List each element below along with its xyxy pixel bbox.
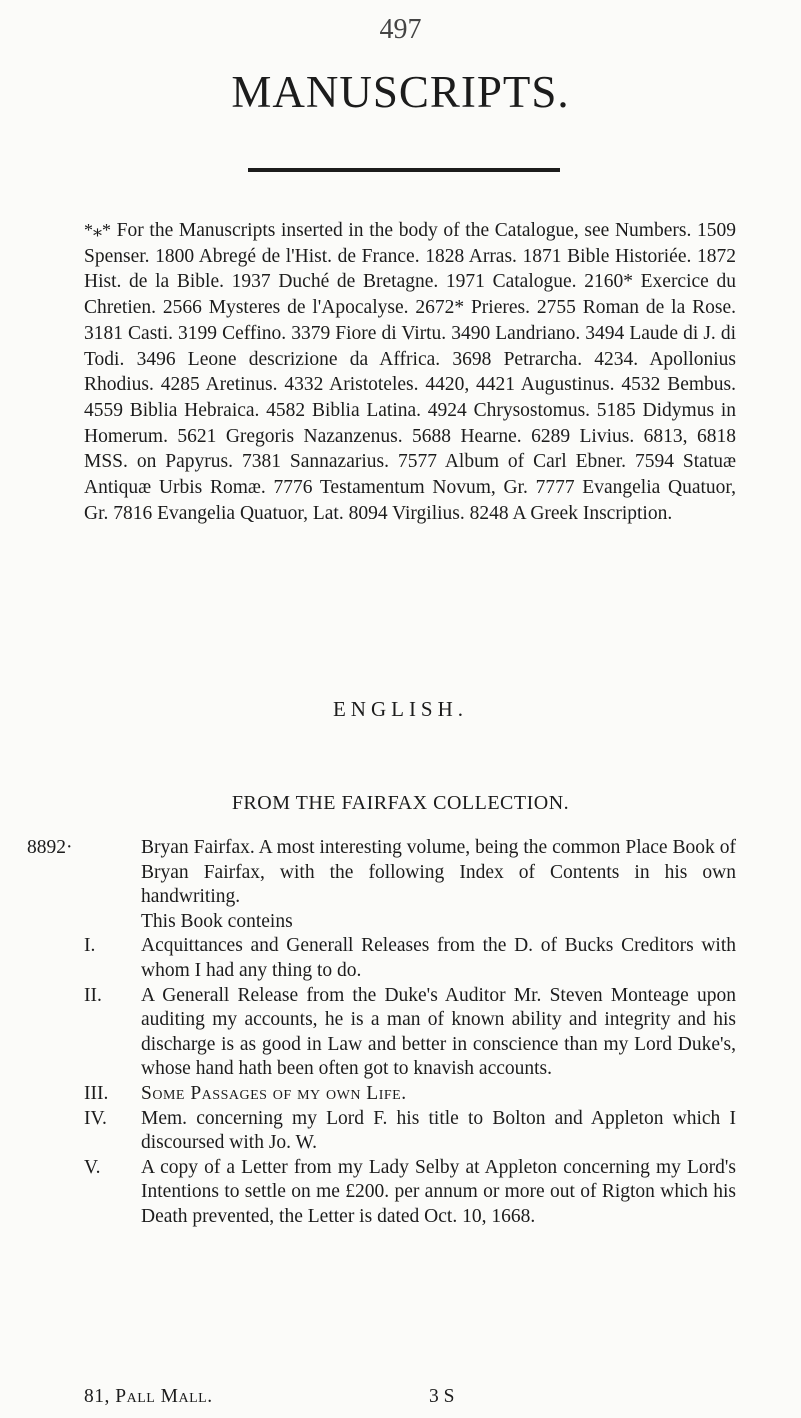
index-item-text: A copy of a Letter from my Lady Selby at Appleton concerning my Lord's Intentions to settle on me £200. per annum or more out of Rigton which his Death prevented, the Letter is dated Oct. 10, 1668. — [141, 1156, 736, 1227]
index-item-number: II. — [84, 984, 102, 1006]
index-item — [84, 1156, 736, 1230]
index-item-number: III. — [84, 1082, 109, 1104]
publisher-address: 81, Pall Mall. — [84, 1386, 213, 1407]
intro-paragraph — [84, 218, 736, 526]
index-item-text: Some Passages of my own Life. — [141, 1082, 407, 1104]
title-rule — [248, 168, 560, 172]
section-heading-english: ENGLISH. — [332, 697, 469, 721]
page-number: 497 — [379, 14, 422, 45]
index-item-number: IV. — [84, 1107, 107, 1129]
lot-number: 8892· — [27, 837, 73, 858]
intro-text: For the Manuscripts inserted in the body of the Catalogue, see Numbers. 1509 Spenser. 1800 Abregé de l'Hist. de France. 1828 Arras. 1871 Bible Historiée. 1872 Hist. de la Bible. 1937 Duché de Bretagne. 1971 Catalogue. 2160* Exercice du Chretien. 2566 Mysteres de l'Apocalyse. 2672* Prieres. 2755 Roman de la Rose. 3181 Casti. 3199 Ceffino. 3379 Fiore di Virtu. 3490 Landriano. 3494 Laude di J. di Todi. 3496 Leone descrizione da Affrica. 3698 Petrarcha. 4234. Apollonius Rhodius. 4285 Aretinus. 4332 Aristoteles. 4420, 4421 Augustinus. 4532 Bembus. 4559 Biblia Hebraica. 4582 Biblia Latina. 4924 Chrysostomus. 5185 Didymus in Homerum. 5621 Gregoris Nazanzenus. 5688 Hearne. 6289 Livius. 6813, 6818 MSS. on Papyrus. 7381 Sannazarius. 7577 Album of Carl Ebner. 7594 Statuæ Antiquæ Urbis Romæ. 7776 Testamentum Novum, Gr. 7777 Evangelia Quatuor, Gr. 7816 Evangelia Quatuor, Lat. 8094 Virgilius. 8248 A Greek Inscription. — [84, 220, 736, 524]
section-heading-collection: FROM THE FAIRFAX COLLECTION. — [231, 792, 570, 814]
index-item-text: Mem. concerning my Lord F. his title to Bolton and Appleton which I discoursed with Jo. W. — [141, 1107, 736, 1154]
entry-description-block — [27, 836, 736, 910]
page-footer — [84, 1386, 544, 1408]
catalogue-entry — [27, 836, 736, 1230]
page-title: MANUSCRIPTS. — [231, 67, 570, 117]
intro-mark: *⁎* — [84, 220, 111, 240]
index-item — [84, 1107, 736, 1156]
index-item — [84, 984, 736, 1082]
index-item — [84, 1082, 736, 1107]
book-line: This Book conteins — [141, 910, 293, 932]
index-item-number: I. — [84, 935, 96, 957]
entry-description: Bryan Fairfax. A most interesting volume, being the common Place Book of Bryan Fairfax, with the following Index of Contents in his own handwriting. — [141, 837, 736, 908]
index-item-text: A Generall Release from the Duke's Auditor Mr. Steven Monteage upon auditing my accounts, he is a man of known ability and integrity and his discharge is as good in Law and better in conscience than my Lord Duke's, whose hand hath been often got to knavish accounts. — [141, 984, 736, 1080]
signature-mark: 3 S — [429, 1386, 455, 1407]
index-item-text: Acquittances and Generall Releases from the D. of Bucks Creditors with whom I had any thing to do. — [141, 935, 736, 981]
index-item-number: V. — [84, 1156, 101, 1178]
index-item — [84, 934, 736, 983]
